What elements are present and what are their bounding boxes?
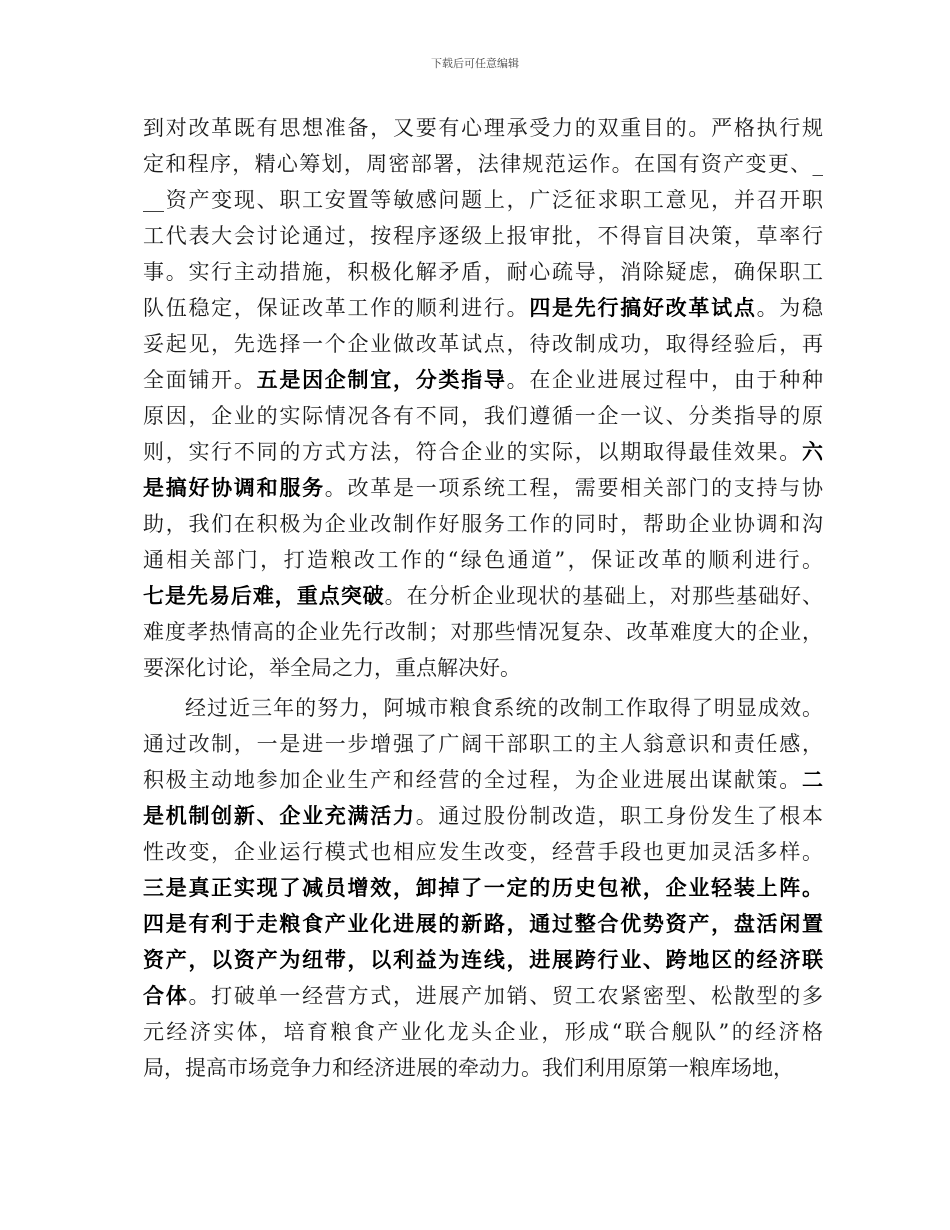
text-line [143,726,823,762]
bold-text-segment: 七是先易后难，重点突破 [143,583,385,608]
bold-text-segment: 是搞好协调和服务 [143,475,325,500]
text-line [143,470,823,506]
text-segment: 助，我们在积极为企业改制作好服务工作的同时，帮助企业协调和沟 [143,512,823,536]
text-segment: 则，实行不同的方式方法，符合企业的实际，以期取得最佳效果。 [143,440,802,464]
text-line [143,326,823,362]
text-line [143,1014,823,1050]
text-segment: 元经济实体，培育粮食产业化龙头企业，形成“联合舰队”的经济格 [143,1020,823,1044]
text-segment: 局，提高市场竞争力和经济进展的牵动力。我们利用原第一粮库场地， [143,1056,794,1080]
text-line [143,978,823,1014]
text-segment: 积极主动地参加企业生产和经营的全过程，为企业进展出谋献策。 [143,768,802,792]
bold-text-segment: 合体 [143,983,189,1008]
text-segment: 通相关部门，打造粮改工作的“绿色通道”，保证改革的顺利进行。 [143,548,823,572]
bold-text-segment: 是机制创新、企业充满活力 [143,803,416,828]
bold-text-segment: 二 [802,767,823,792]
text-segment: 队伍稳定，保证改革工作的顺利进行。 [143,296,530,320]
text-segment: 。在分析企业现状的基础上，对那些基础好、 [384,584,823,608]
text-line [143,798,823,834]
text-line [143,434,823,470]
paragraph-reform-results [143,690,823,1086]
text-segment: 。通过股份制改造，职工身份发生了根本 [415,804,823,828]
text-line [143,762,823,798]
text-line [143,362,823,398]
bold-text-segment: 五是因企制宜，分类指导 [256,367,507,392]
bold-text-segment: 六 [802,439,823,464]
text-line [143,506,823,542]
text-segment: 到对改革既有思想准备，又要有心理承受力的双重目的。严格执行规 [143,116,823,140]
text-segment: 。为稳 [756,296,823,320]
text-line [143,398,823,434]
text-line [143,614,823,650]
text-segment: 工代表大会讨论通过，按程序逐级上报审批，不得盲目决策，草率行 [143,224,823,248]
paragraph-reform-measures [143,110,823,686]
text-line [143,942,823,978]
page-header: 下载后可任意编辑 [431,57,519,70]
text-line [143,650,823,686]
text-line [143,906,823,942]
text-segment: 原因，企业的实际情况各有不同，我们遵循一企一议、分类指导的原 [143,404,823,428]
text-segment: 全面铺开。 [143,368,257,392]
bold-text-segment: 资产，以资产为纽带，以利益为连线，进展跨行业、跨地区的经济联 [143,947,823,972]
text-segment: 经过近三年的努力，阿城市粮食系统的改制工作取得了明显成效。 [185,696,823,720]
bold-text-segment: 四是先行搞好改革试点 [529,295,757,320]
text-line [143,182,823,218]
text-line [143,1050,823,1086]
text-segment: 通过改制，一是进一步增强了广阔干部职工的主人翁意识和责任感， [143,732,823,756]
text-segment: 定和程序，精心筹划，周密部署，法律规范运作。在国有资产变更、_ [143,152,823,176]
text-line [143,690,823,726]
text-line [143,578,823,614]
text-line [143,542,823,578]
text-line [143,254,823,290]
text-line [143,290,823,326]
text-segment: 事。实行主动措施，积极化解矛盾，耐心疏导，消除疑虑，确保职工 [143,260,823,284]
text-line [143,146,823,182]
text-segment: 难度孝热情高的企业先行改制；对那些情况复杂、改革难度大的企业， [143,620,823,644]
bold-text-segment: 四是有利于走粮食产业化进展的新路，通过整合优势资产，盘活闲置 [143,911,823,936]
text-segment: 要深化讨论，举全局之力，重点解决好。 [143,656,521,680]
text-segment: 妥起见，先选择一个企业做改革试点，待改制成功，取得经验后，再 [143,332,823,356]
text-segment: 性改变，企业运行模式也相应发生改变，经营手段也更加灵活多样。 [143,840,823,864]
bold-text-segment: 三是真正实现了减员增效，卸掉了一定的历史包袱，企业轻装上阵。 [143,875,823,900]
text-line [143,218,823,254]
text-line [143,110,823,146]
text-segment: 。打破单一经营方式，进展产加销、贸工农紧密型、松散型的多 [188,984,823,1008]
text-line [143,834,823,870]
text-segment: 。在企业进展过程中，由于种种 [506,368,823,392]
text-line [143,870,823,906]
text-segment: __资产变现、职工安置等敏感问题上，广泛征求职工意见，并召开职 [143,188,823,212]
text-segment: 。改革是一项系统工程，需要相关部门的支持与协 [324,476,823,500]
document-body [143,110,823,1086]
